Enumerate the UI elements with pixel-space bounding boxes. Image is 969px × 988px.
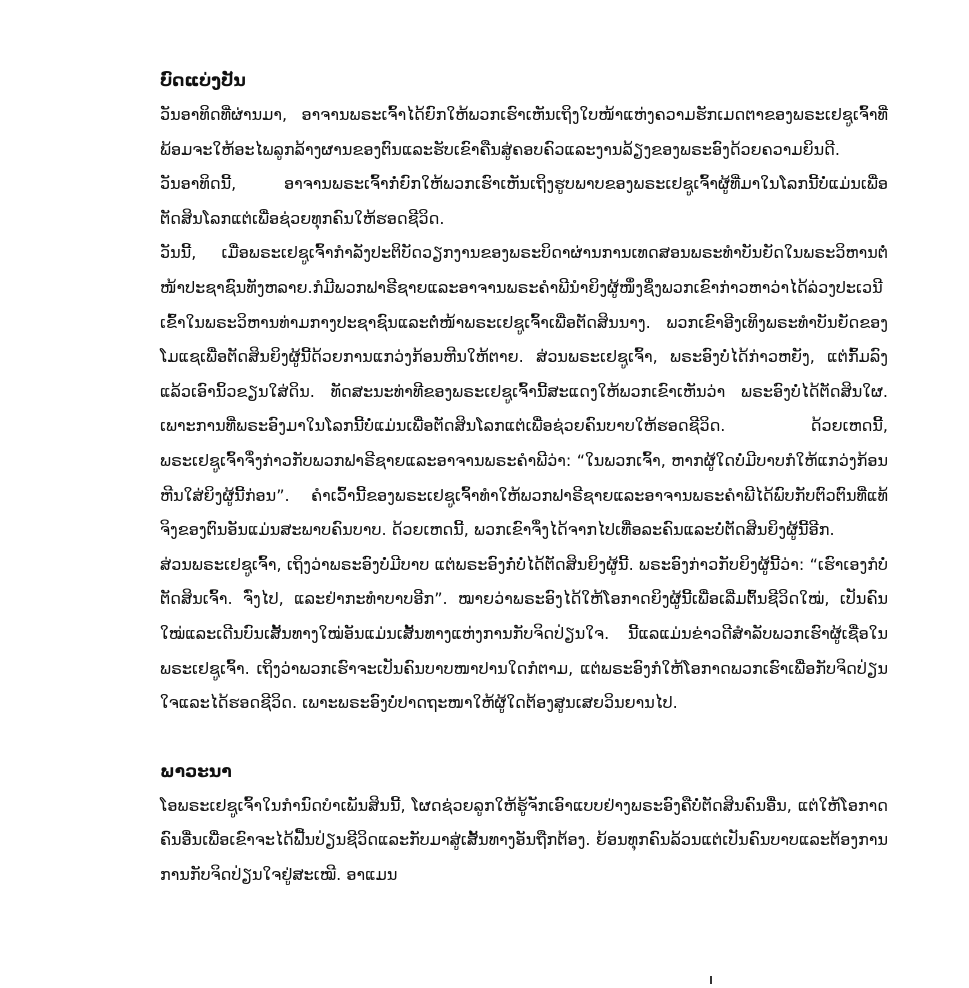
page-mark xyxy=(710,976,712,984)
prayer-heading: ພາວະນາ xyxy=(160,761,232,782)
reflection-paragraph-2: ວັນອາທິດນີ້, ອາຈານພຣະເຈົ້າກໍ່ຍົກໃຫ້ພວກເຮົາເຫັນເຖິງຮູບພາບຂອງພຣະເຢຊູເຈົ້າຜູ້ທີ່ມາໃນໂລກນີ້ບໍ່ແມ່ນເພື່ອຕັດສິນໂລກແຕ່ເພື່ອຊ່ວຍທຸກຄົນໃຫ້ຮອດຊີວິດ. xyxy=(160,174,888,228)
section-spacer xyxy=(160,721,888,755)
prayer-paragraph: ໂອພຣະເຢຊູເຈົ້າໃນກຳນົດບຳເພັນສິນນີ້, ໂຜດຊ່ວຍລູກໃຫ້ຮູ້ຈັກເອົາແບບຢ່າງພຣະອົງຄືບໍ່ຕັດສິນຄົນອື່ນ, ແຕ່ໃຫ້ໂອກາດຄົນອື່ນເພື່ອເຂົາຈະໄດ້ຟື້ນປ່ຽນຊີວິດແລະກັບມາສູ່ເສັ້ນທາງອັນຖືກຕ້ອງ. ຍ້ອນທຸກຄົນລ້ວນແຕ່ເປັນຄົນບາບແລະຕ້ອງການການກັບຈິດປ່ຽນໃຈຢູ່ສະເໝີ. ອາແມນ xyxy=(160,795,888,884)
reflection-heading: ບົດແບ່ງປັນ xyxy=(160,71,246,91)
reflection-paragraph-3: ວັນນີ້, ເມື່ອພຣະເຢຊູເຈົ້າກຳລັງປະຕິບັດວຽກງານຂອງພຣະບິດາຜ່ານການເທດສອນພຣະທຳບັນຍັດໃນພຣະວິຫານຕໍ່ໜ້າປະຊາຊົນທັງຫລາຍ.ກໍມີພວກຟາຣີຊາຍແລະອາຈານພຣະຄຳພີນຳຍິງຜູ້ໜຶ່ງຊຶ່ງພວກເຂົາກ່າວຫາວ່າໄດ້ລ່ວງປະເວນີເຂົ້າໃນພຣະວິຫານທ່າມກາງປະຊາຊົນແລະຕໍ່ໜ້າພຣະເຢຊູເຈົ້າເພື່ອຕັດສິນນາງ. ພວກເຂົາອີງເທິງພຣະທຳບັນຍັດຂອງໂມແຊເພື່ອຕັດສິນຍິງຜູ້ນີ້ດ້ວຍການແກວ່ງກ້ອນຫີນໃຫ້ຕາຍ. ສ່ວນພຣະເຢຊູເຈົ້າ, ພຣະອົງບໍ່ໄດ້ກ່າວຫຍັງ, ແຕ່ກົ້ມລົງແລ້ວເອົານິ້ວຂຽນໃສ່ດິນ. ທັດສະນະທ່າທີຂອງພຣະເຢຊູເຈົ້ານີ້ສະແດງໃຫ້ພວກເຂົາເຫັນວ່າ ພຣະອົງບໍ່ໄດ້ຕັດສິນໃຜ. ເພາະການທີ່ພຣະອົງມາໃນໂລກນີ້ບໍ່ແມ່ນເພື່ອຕັດສິນໂລກແຕ່ເພື່ອຊ່ວຍຄົນບາບໃຫ້ຮອດຊີວິດ. ດ້ວຍເຫດນີ້, ພຣະເຢຊູເຈົ້າຈຶ່ງກ່າວກັບພວກຟາຣີຊາຍແລະອາຈານພຣະຄຳພີວ່າ: “ໃນພວກເຈົ້າ, ຫາກຜູ້ໃດບໍ່ມີບາບກໍໃຫ້ແກວ່ງກ້ອນຫີນໃສ່ຍິງຜູ້ນີ້ກ່ອນ”. ຄຳເວົ້ານີ້ຂອງພຣະເຢຊູເຈົ້າທຳໃຫ້ພວກຟາຣີຊາຍແລະອາຈານພຣະຄຳພີໄດ້ພົບກັບຕົວຕົນທີ່ແທ້ຈິງຂອງຕົນອັນແມ່ນສະພາບຄົນບາບ. ດ້ວຍເຫດນີ້, ພວກເຂົາຈຶ່ງໄດ້ຈາກໄປເທື່ອລະຄົນແລະບໍ່ຕັດສິນຍິງຜູ້ນີ້ອີກ. xyxy=(160,243,888,540)
document-content xyxy=(160,64,888,892)
reflection-paragraph-4: ສ່ວນພຣະເຢຊູເຈົ້າ, ເຖິງວ່າພຣະອົງບໍ່ມີບາບ ແຕ່ພຣະອົງກໍ່ບໍ່ໄດ້ຕັດສິນຍິງຜູ້ນີ້. ພຣະອົງກ່າວກັບຍິງຜູ້ນີ້ວ່າ: “ເຮົາເອງກໍບໍ່ຕັດສິນເຈົ້າ. ຈົ່ງໄປ, ແລະຢ່າກະທຳບາບອີກ”. ໝາຍວ່າພຣະອົງໄດ້ໃຫ້ໂອກາດຍິງຜູ້ນີ້ເພື່ອເລີ່ມຕົ້ນຊີວິດໃໝ່, ເປັນຄົນໃໝ່ແລະເດີນບົນເສັ້ນທາງໃໝ່ອັນແມ່ນເສັ້ນທາງແຫ່ງການກັບຈິດປ່ຽນໃຈ. ນີ້ແລແມ່ນຂ່າວດີສຳລັບພວກເຮົາຜູ້ເຊື່ອໃນພຣະເຢຊູເຈົ້າ. ເຖິງວ່າພວກເຮົາຈະເປັນຄົນບາບໜາປານໃດກໍຕາມ, ແຕ່ພຣະອົງກໍໃຫ້ໂອກາດພວກເຮົາເພື່ອກັບຈິດປ່ຽນໃຈແລະໄດ້ຮອດຊີວິດ. ເພາະພຣະອົງບໍ່ປາດຖະໜາໃຫ້ຜູ້ໃດຕ້ອງສູນເສຍວິນຍານໄປ. xyxy=(160,554,888,713)
reflection-paragraph-1: ວັນອາທິດທີ່ຜ່ານມາ, ອາຈານພຣະເຈົ້າໄດ້ຍົກໃຫ້ພວກເຮົາເຫັນເຖິງໃບໜ້າແຫ່ງຄວາມຮັກເມດຕາຂອງພຣະເຢຊູເຈົ້າທີ່ພ້ອມຈະໃຫ້ອະໄພລູກລ້າງຜານຂອງຕົນແລະຮັບເຂົາຄືນສູ່ຄອບຄົວແລະງານລ້ຽງຂອງພຣະອົງດ້ວຍຄວາມຍິນດີ. xyxy=(160,105,888,159)
